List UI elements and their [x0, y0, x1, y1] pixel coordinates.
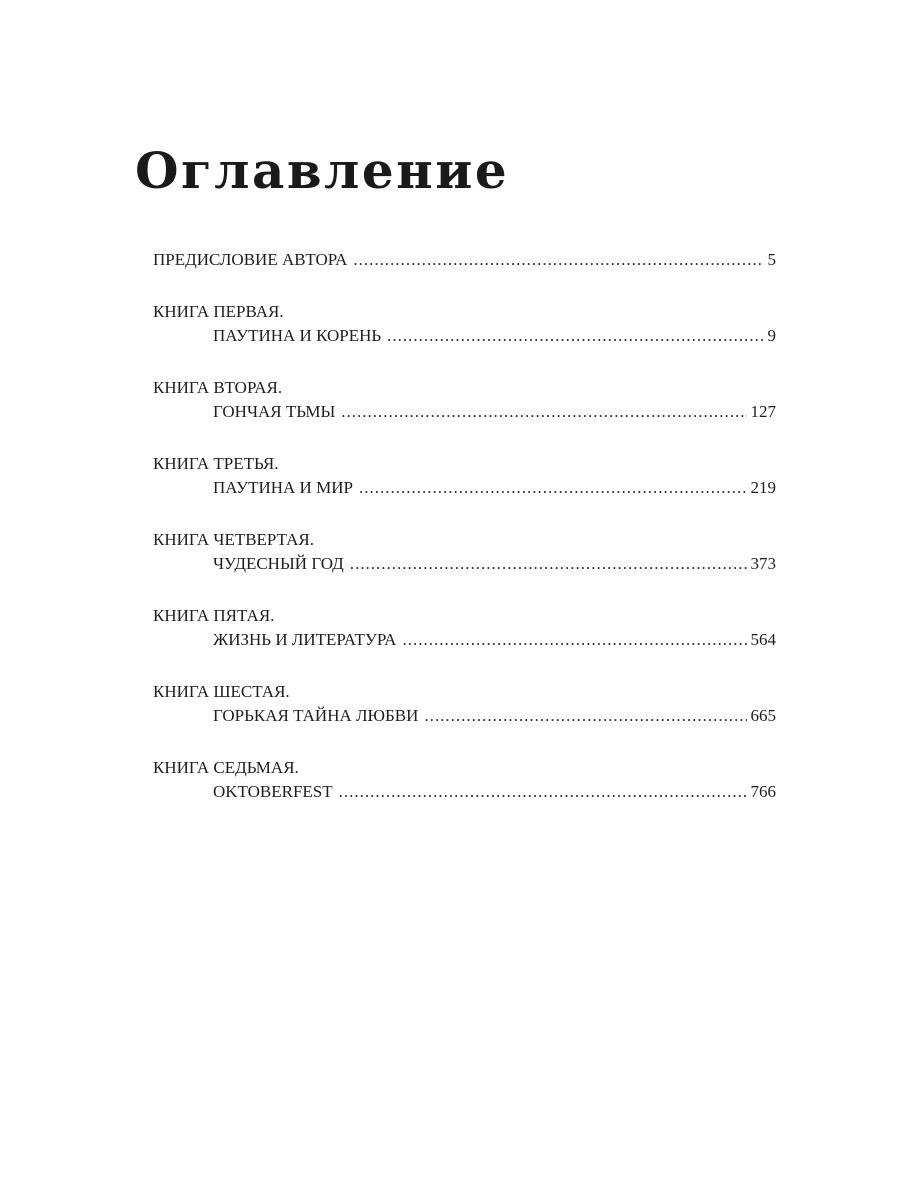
- toc-line: [153, 628, 776, 652]
- dot-leader: [359, 476, 747, 500]
- toc-page-number: 127: [750, 402, 776, 421]
- toc-entry-title: OKTOBERFEST: [213, 782, 333, 801]
- toc-entry-title: ПРЕДИСЛОВИЕ АВТОРА: [153, 250, 348, 269]
- toc-book-label: КНИГА ПЕРВАЯ.: [153, 302, 284, 321]
- toc-page-number: 665: [750, 706, 776, 725]
- toc-page-number: 9: [767, 326, 776, 345]
- toc-line: [153, 604, 776, 628]
- toc-line: [153, 680, 776, 704]
- toc-entry-book-1[interactable]: [153, 300, 776, 348]
- toc-line: [153, 552, 776, 576]
- dot-leader: [387, 324, 763, 348]
- toc-line: [153, 476, 776, 500]
- dot-leader: [353, 248, 763, 272]
- dot-leader: [350, 552, 747, 576]
- toc-book-label: КНИГА ШЕСТАЯ.: [153, 682, 290, 701]
- dot-leader: [402, 628, 746, 652]
- toc-page-number: 373: [750, 554, 776, 573]
- toc-book-label: КНИГА ВТОРАЯ.: [153, 378, 283, 397]
- table-of-contents: [153, 248, 776, 832]
- toc-entry-title: ЧУДЕСНЫЙ ГОД: [213, 554, 344, 573]
- dot-leader: [341, 400, 746, 424]
- toc-entry-book-5[interactable]: [153, 604, 776, 652]
- toc-entry-book-4[interactable]: [153, 528, 776, 576]
- toc-line: [153, 756, 776, 780]
- toc-page-number: 5: [767, 250, 776, 269]
- toc-line: [153, 324, 776, 348]
- toc-entry-title: ПАУТИНА И КОРЕНЬ: [213, 326, 382, 345]
- toc-entry-book-2[interactable]: [153, 376, 776, 424]
- toc-line: [153, 248, 776, 272]
- toc-entry-title: ГОРЬКАЯ ТАЙНА ЛЮБВИ: [213, 706, 419, 725]
- toc-line: [153, 300, 776, 324]
- dot-leader: [424, 704, 746, 728]
- toc-line: [153, 528, 776, 552]
- toc-page-number: 219: [750, 478, 776, 497]
- toc-page-number: 564: [750, 630, 776, 649]
- toc-entry-title: ЖИЗНЬ И ЛИТЕРАТУРА: [213, 630, 397, 649]
- toc-entry-preface[interactable]: [153, 248, 776, 272]
- toc-line: [153, 400, 776, 424]
- toc-book-label: КНИГА ТРЕТЬЯ.: [153, 454, 279, 473]
- toc-book-label: КНИГА ЧЕТВЕРТАЯ.: [153, 530, 315, 549]
- toc-entry-book-7[interactable]: [153, 756, 776, 804]
- toc-line: [153, 780, 776, 804]
- dot-leader: [339, 780, 747, 804]
- toc-entry-title: ПАУТИНА И МИР: [213, 478, 353, 497]
- toc-line: [153, 376, 776, 400]
- toc-book-label: КНИГА ПЯТАЯ.: [153, 606, 275, 625]
- toc-entry-title: ГОНЧАЯ ТЬМЫ: [213, 402, 336, 421]
- page-title: Оглавление: [135, 141, 510, 200]
- toc-line: [153, 704, 776, 728]
- toc-book-label: КНИГА СЕДЬМАЯ.: [153, 758, 299, 777]
- toc-page-number: 766: [750, 782, 776, 801]
- toc-line: [153, 452, 776, 476]
- toc-entry-book-6[interactable]: [153, 680, 776, 728]
- toc-entry-book-3[interactable]: [153, 452, 776, 500]
